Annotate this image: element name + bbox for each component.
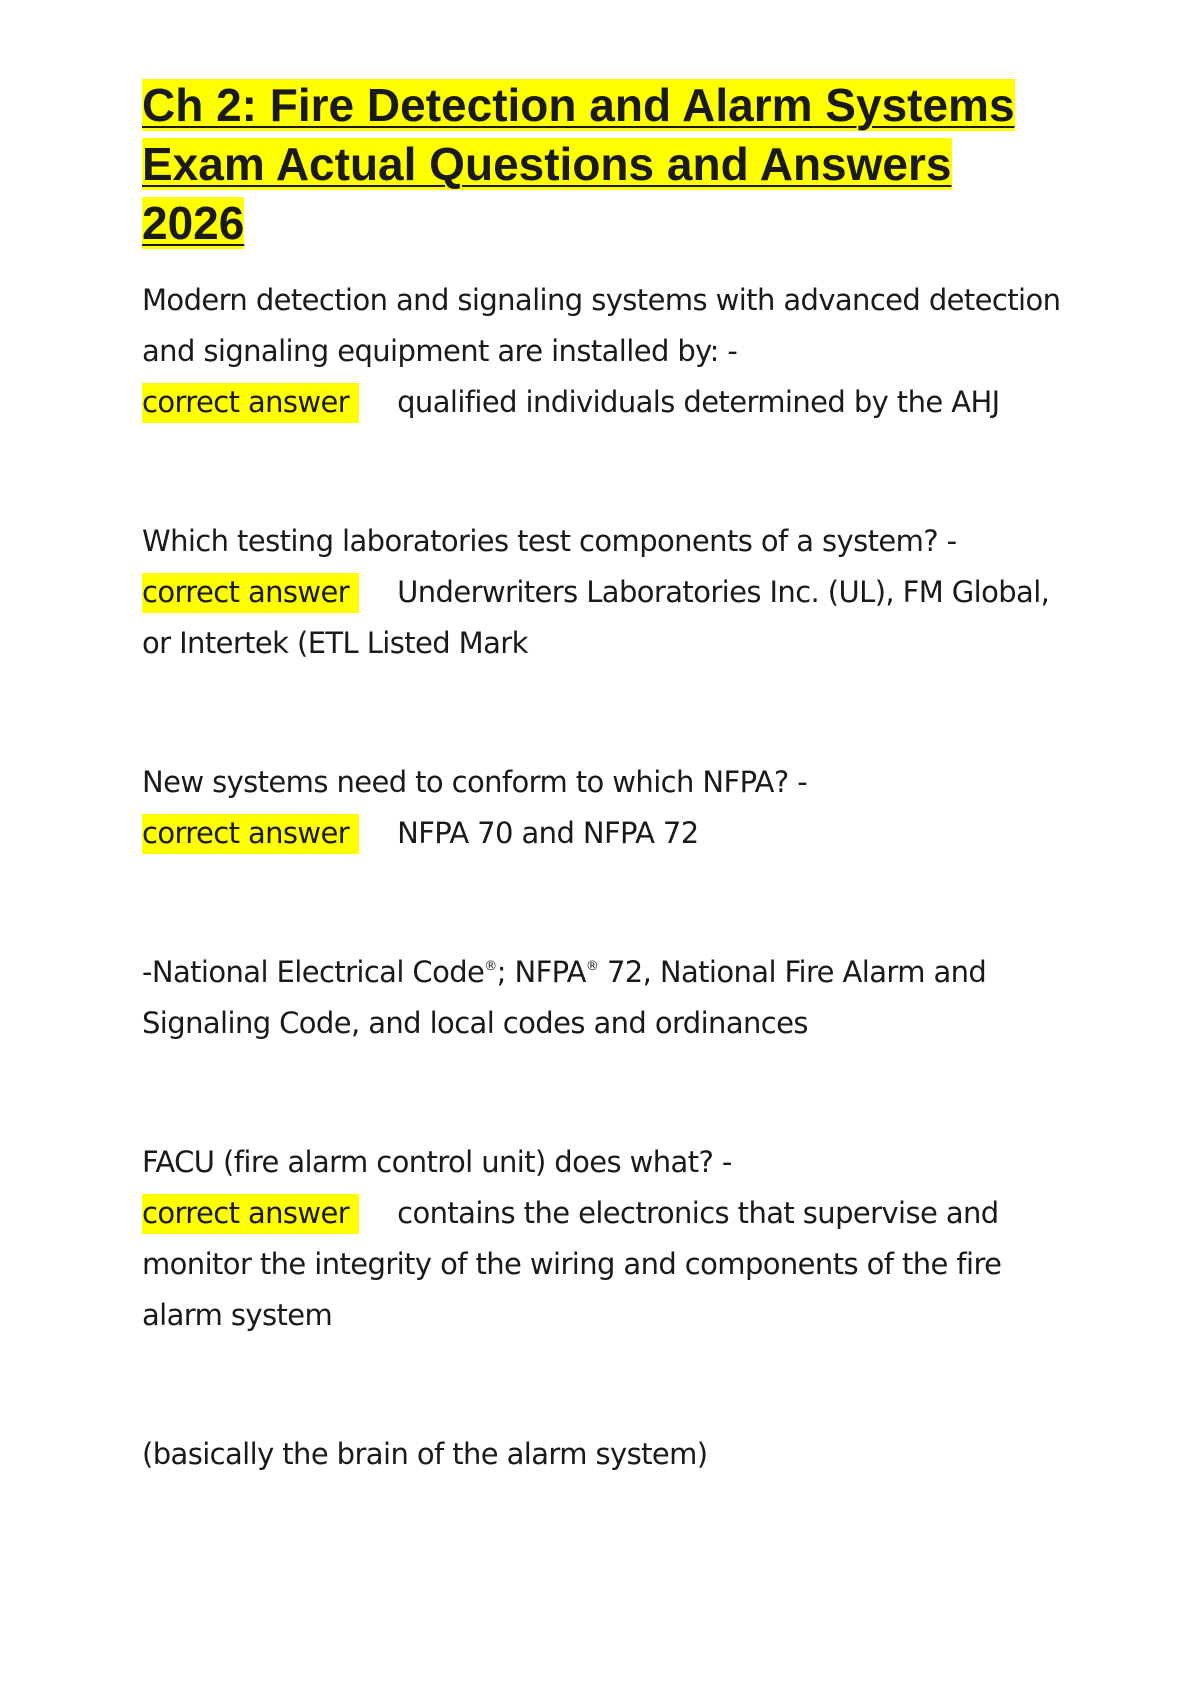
spacer [142,859,1062,947]
qa-item-2 [142,516,1062,669]
note-item-2 [142,1429,1062,1480]
document-title [142,76,1062,253]
registered-mark: ® [484,959,497,974]
answer-line [142,377,1062,428]
correct-answer-label: correct answer [142,383,359,423]
note-text [142,947,1062,1049]
note-text-part3: 72, National Fire Alarm and Signaling Code, and local codes and ordinances [142,955,987,1040]
answer-line [142,808,1062,859]
spacer [142,669,1062,757]
question-text: New systems need to conform to which NFPA? - [142,765,808,799]
note-item-1 [142,947,1062,1049]
spacer [142,428,1062,516]
note-text: (basically the brain of the alarm system) [142,1437,708,1471]
question-text: Modern detection and signaling systems with advanced detection and signaling equipment are installed by: - [142,283,1061,368]
document-page [142,76,1062,1480]
answer-line [142,1188,1062,1341]
registered-mark: ® [585,959,599,974]
correct-answer-label: correct answer [142,1194,359,1234]
answer-text: qualified individuals determined by the AHJ [397,385,1000,419]
spacer [142,1341,1062,1429]
qa-item-1 [142,275,1062,428]
note-text-part2: ; NFPA [496,955,586,989]
qa-item-4 [142,1137,1062,1341]
spacer [142,1049,1062,1137]
correct-answer-label: correct answer [142,573,359,613]
question-text: Which testing laboratories test components of a system? - [142,524,957,558]
answer-line [142,567,1062,669]
question-text: FACU (fire alarm control unit) does what? - [142,1145,732,1179]
note-text-part1: -National Electrical Code [142,955,485,989]
answer-text: NFPA 70 and NFPA 72 [397,816,699,850]
correct-answer-label: correct answer [142,814,359,854]
answer-text: Underwriters Laboratories Inc. (UL), FM Global, or Intertek (ETL Listed Mark [142,575,1050,660]
answer-text: contains the electronics that supervise and monitor the integrity of the wiring and components of the fire alarm system [142,1196,1002,1332]
document-title-text: Ch 2: Fire Detection and Alarm Systems Exam Actual Questions and Answers 2026 [142,79,1015,249]
qa-item-3 [142,757,1062,859]
